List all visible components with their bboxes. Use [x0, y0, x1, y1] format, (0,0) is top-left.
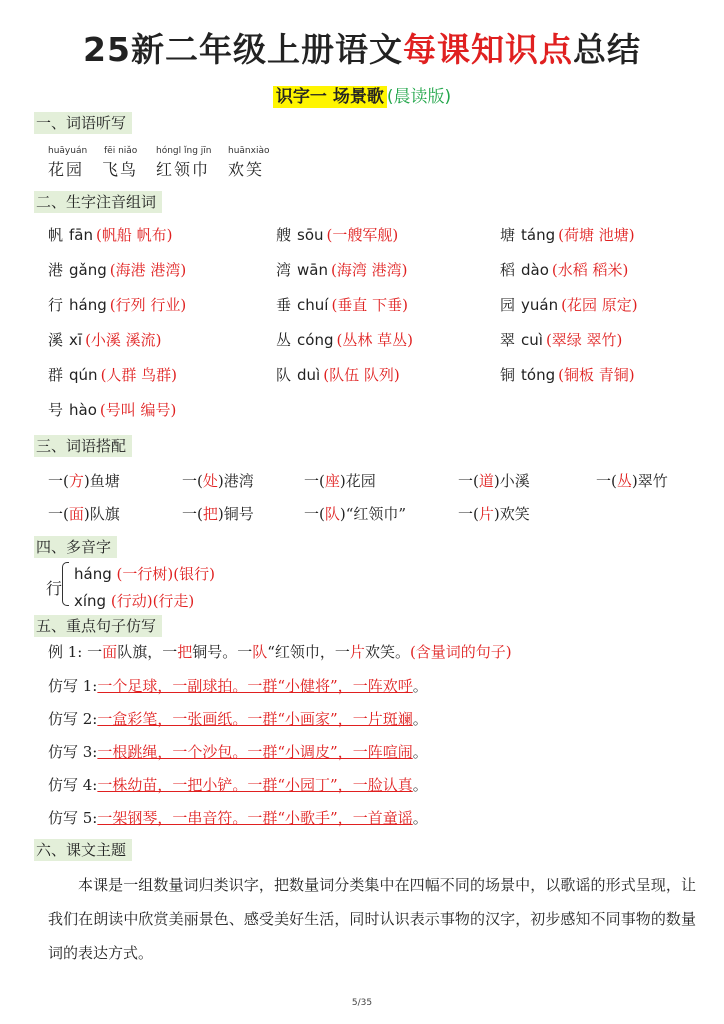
- matching-item: 一(道)小溪: [458, 472, 530, 490]
- character-pinyin: sōu: [297, 226, 324, 244]
- matching-answer: 座: [324, 472, 340, 490]
- matching-answer: 道: [478, 472, 494, 490]
- imitation-sentence: 仿写 4:一株幼苗，一把小铲。一群“小园丁”，一脸认真。: [48, 776, 428, 794]
- polyphone-pinyin: xíng: [74, 592, 107, 610]
- matching-item: 一(座)花园: [304, 472, 376, 490]
- character-pinyin: qún: [69, 366, 98, 384]
- character-words: (海港 港湾): [109, 261, 187, 279]
- matching-item: 一(方)鱼塘: [48, 472, 120, 490]
- imitation-text: 一个足球，一副球拍。一群“小健将”，一阵欢呼: [97, 677, 413, 695]
- matching-answer: 丛: [616, 472, 632, 490]
- character-pinyin: chuí: [297, 296, 329, 314]
- character: 铜: [500, 366, 516, 384]
- matching-answer: 处: [202, 472, 218, 490]
- character-words: (铜板 青铜): [558, 366, 635, 384]
- character-entry: [500, 224, 635, 245]
- dictation-word: 欢笑: [228, 160, 265, 179]
- matching-item: 一(片)欢笑: [458, 505, 530, 523]
- matching-answer: 面: [68, 505, 84, 523]
- dictation-word: 飞鸟: [102, 160, 139, 179]
- character-words: (荷塘 池塘): [558, 226, 635, 244]
- character: 稻: [500, 261, 516, 279]
- character-words: (垂直 下垂): [331, 296, 408, 314]
- title-part-1: 25新二年级上册语文: [83, 30, 403, 69]
- title-part-red: 每课知识点: [402, 30, 573, 69]
- matching-item: 一(处)港湾: [182, 472, 254, 490]
- character-words: (行列 行业): [109, 296, 187, 314]
- character-entry: [276, 259, 407, 280]
- character-pinyin: háng: [69, 296, 107, 314]
- character-words: (人群 鸟群): [100, 366, 178, 384]
- imitation-text: 一根跳绳，一个沙包。一群“小调皮”，一阵喧闹: [97, 743, 413, 761]
- character: 行: [48, 296, 64, 314]
- character-entry: [276, 364, 400, 385]
- section-theme-heading: 六、课文主题: [34, 839, 132, 861]
- section-polyphone-heading: 四、多音字: [34, 536, 117, 558]
- matching-answer: 方: [68, 472, 84, 490]
- dictation-pinyin: hóngl ǐng jīn: [156, 146, 212, 156]
- character-pinyin: cóng: [297, 331, 334, 349]
- brace-icon: [62, 562, 69, 606]
- imitation-sentence: 仿写 3:一根跳绳，一个沙包。一群“小调皮”，一阵喧闹。: [48, 743, 428, 761]
- theme-paragraph: 本课是一组数量词归类识字，把数量词分类集中在四幅不同的场景中，以歌谣的形式呈现，让我们在朗读中欣赏美丽景色、感受美好生活，同时认识表示事物的汉字，初步感知不同事物的数量词的表达方式。: [48, 876, 696, 962]
- title-part-2: 总结: [572, 30, 641, 69]
- character-words: (号叫 编号): [99, 401, 177, 419]
- character: 园: [500, 296, 516, 314]
- character-pinyin: táng: [521, 226, 556, 244]
- character-pinyin: duì: [297, 366, 321, 384]
- character-pinyin: gǎng: [69, 261, 107, 279]
- character-entry: [500, 364, 635, 385]
- character-entry: [276, 294, 408, 315]
- character-pinyin: dào: [521, 261, 549, 279]
- page-number: 5/35: [351, 998, 373, 1008]
- imitation-sentence: 仿写 1:一个足球，一副球拍。一群“小健将”，一阵欢呼。: [48, 677, 428, 695]
- matching-item: 一(丛)翠竹: [596, 472, 668, 490]
- imitation-text: 一架钢琴，一串音符。一群“小歌手”，一首童谣: [97, 809, 413, 827]
- matching-item: 一(队)“红领巾”: [304, 505, 407, 523]
- matching-item: 一(把)铜号: [182, 505, 254, 523]
- section-dictation-heading: 一、词语听写: [34, 112, 132, 134]
- imitation-label: 仿写 5:: [48, 809, 98, 827]
- character-entry: [500, 294, 638, 315]
- example-sentence: 例 1: 一面队旗，一把铜号。一队“红领巾，一片欢笑。(含量词的句子): [48, 643, 512, 661]
- character-entry: [48, 399, 176, 420]
- character: 群: [48, 366, 64, 384]
- character-pinyin: cuì: [521, 331, 543, 349]
- character: 翠: [500, 331, 516, 349]
- character: 队: [276, 366, 292, 384]
- section-characters-heading: 二、生字注音组词: [34, 191, 162, 213]
- matching-answer: 队: [324, 505, 340, 523]
- example-note: (含量词的句子): [409, 643, 512, 661]
- character-words: (一艘军舰): [326, 226, 399, 244]
- character-entry: [48, 364, 177, 385]
- polyphone-pinyin: háng: [74, 565, 112, 583]
- imitation-label: 仿写 2:: [48, 710, 98, 728]
- imitation-label: 仿写 3:: [48, 743, 98, 761]
- polyphone-words: (一行树)(银行): [116, 565, 215, 583]
- character: 号: [48, 401, 64, 419]
- imitation-label: 仿写 1:: [48, 677, 98, 695]
- character-entry: [48, 259, 186, 280]
- character: 丛: [276, 331, 292, 349]
- example-label: 例 1:: [48, 643, 83, 661]
- polyphone-reading: [74, 563, 215, 584]
- dictation-pinyin: fēi niǎo: [104, 146, 138, 156]
- polyphone-char: 行: [46, 579, 63, 598]
- character: 垂: [276, 296, 292, 314]
- character-words: (队伍 队列): [323, 366, 400, 384]
- character-words: (帆船 帆布): [96, 226, 173, 244]
- character-words: (水稻 稻米): [551, 261, 629, 279]
- imitation-label: 仿写 4:: [48, 776, 98, 794]
- dictation-word: 红领巾: [156, 160, 211, 179]
- character-pinyin: yuán: [521, 296, 559, 314]
- page-title: [0, 30, 724, 70]
- character-words: (花园 原定): [561, 296, 638, 314]
- dictation-pinyin: huāyuán: [48, 146, 88, 156]
- character-pinyin: hào: [69, 401, 97, 419]
- matching-item: 一(面)队旗: [48, 505, 120, 523]
- character-words: (翠绿 翠竹): [545, 331, 623, 349]
- character: 港: [48, 261, 64, 279]
- polyphone-reading: [74, 590, 194, 611]
- lesson-subtitle: [273, 82, 451, 107]
- section-imitation-heading: 五、重点句子仿写: [34, 615, 162, 637]
- character-entry: [48, 294, 186, 315]
- character-entry: [48, 224, 172, 245]
- dictation-pinyin: huānxiào: [228, 146, 270, 156]
- character: 溪: [48, 331, 64, 349]
- imitation-sentence: 仿写 5:一架钢琴，一串音符。一群“小歌手”，一首童谣。: [48, 809, 428, 827]
- section-matching-heading: 三、词语搭配: [34, 435, 132, 457]
- character-words: (海湾 港湾): [330, 261, 408, 279]
- dictation-row: [48, 146, 348, 179]
- matching-answer: 把: [202, 505, 218, 523]
- character-entry: [500, 259, 628, 280]
- character-entry: [276, 329, 413, 350]
- character: 艘: [276, 226, 292, 244]
- character-entry: [48, 329, 162, 350]
- matching-answer: 片: [478, 505, 494, 523]
- lesson-version: (晨读版): [386, 87, 452, 107]
- character: 湾: [276, 261, 292, 279]
- imitation-sentence: 仿写 2:一盒彩笔，一张画纸。一群“小画家”，一片斑斓。: [48, 710, 428, 728]
- character-pinyin: tóng: [521, 366, 556, 384]
- lesson-name: 识字一 场景歌: [273, 86, 387, 108]
- imitation-text: 一株幼苗，一把小铲。一群“小园丁”，一脸认真: [97, 776, 413, 794]
- character-pinyin: wān: [297, 261, 328, 279]
- dictation-word: 花园: [48, 160, 85, 179]
- character-pinyin: xī: [69, 331, 83, 349]
- polyphone-words: (行动)(行走): [110, 592, 195, 610]
- character-entry: [500, 329, 622, 350]
- character: 塘: [500, 226, 516, 244]
- character-entry: [276, 224, 398, 245]
- character-words: (丛林 草丛): [336, 331, 413, 349]
- character: 帆: [48, 226, 64, 244]
- character-pinyin: fān: [69, 226, 93, 244]
- imitation-text: 一盒彩笔，一张画纸。一群“小画家”，一片斑斓: [97, 710, 413, 728]
- character-words: (小溪 溪流): [85, 331, 162, 349]
